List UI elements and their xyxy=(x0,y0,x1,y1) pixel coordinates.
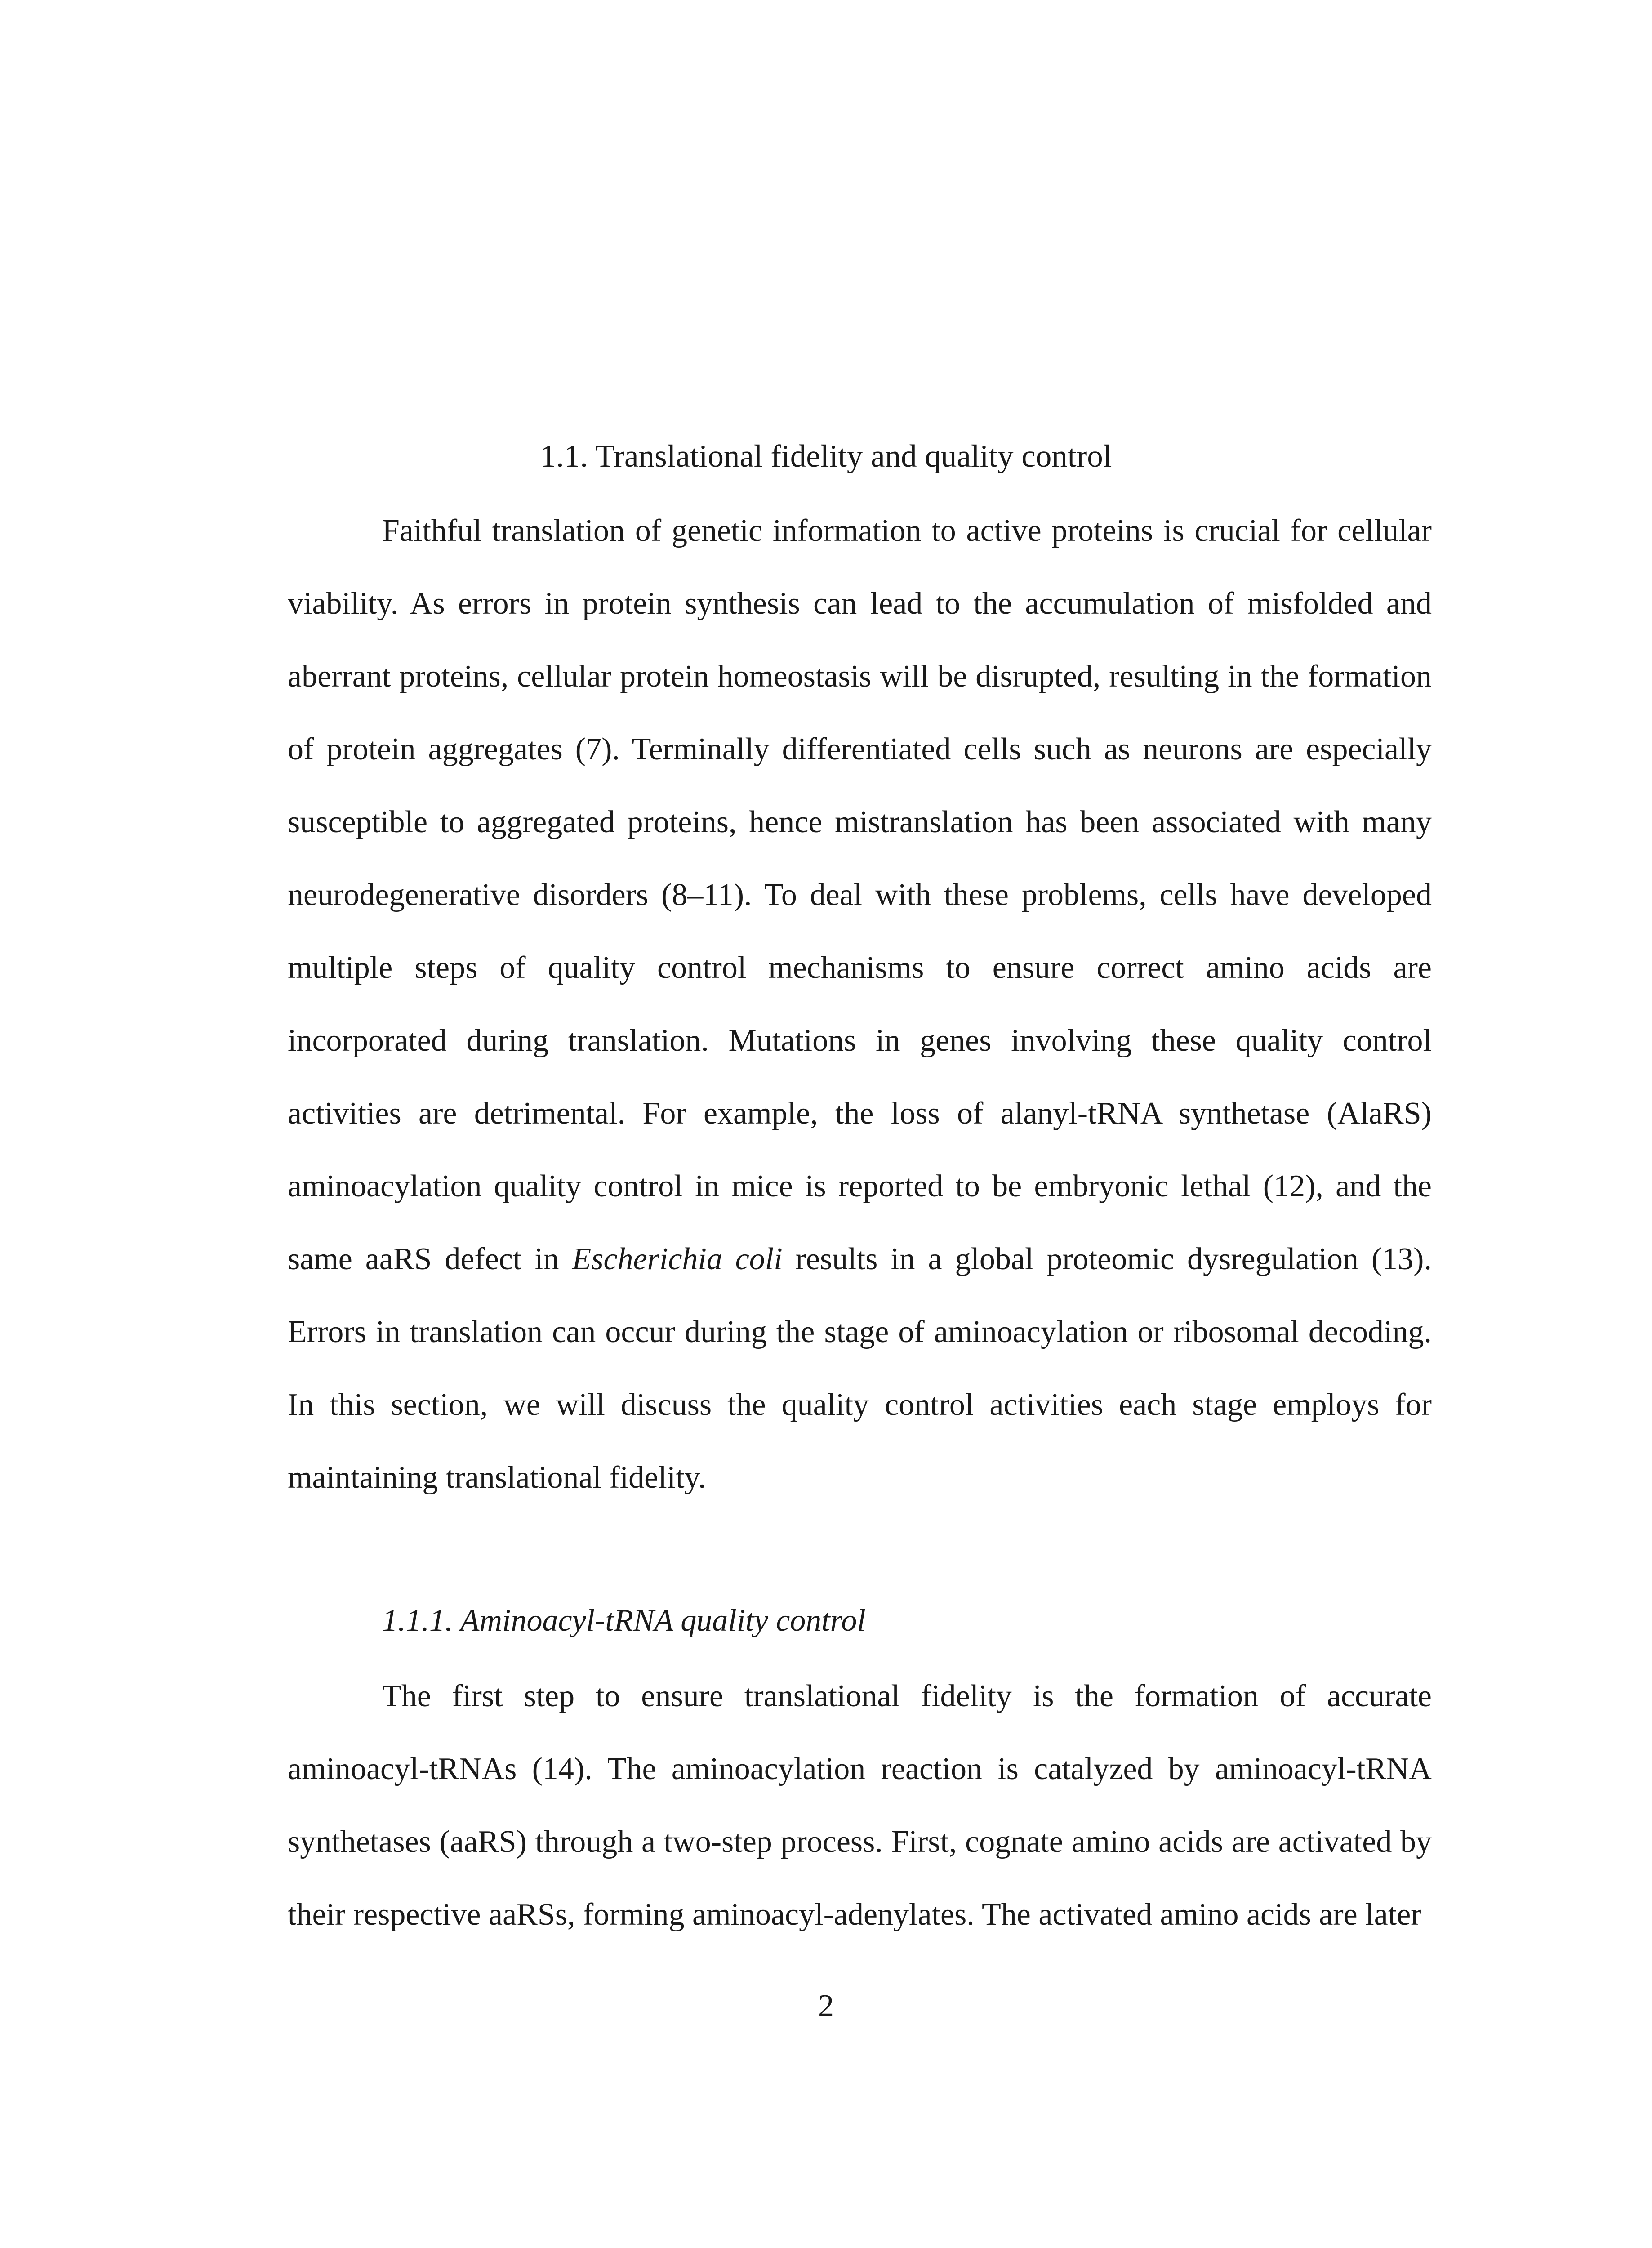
paragraph-block-2 xyxy=(288,1660,1432,1951)
paragraph-block-1 xyxy=(288,495,1432,1514)
organism-name: Escherichia coli xyxy=(572,1242,783,1276)
paragraph-text: Faithful translation of genetic information to active proteins is crucial for cellular viability. As errors in protein synthesis can lead to the accumulation of misfolded and aberrant proteins, cellular protein homeostasis will be disrupted, resulting in the formation of protein aggregates (7). Terminally differentiated cells such as neurons are especially susceptible to aggregated proteins, hence mistranslation has been associated with many neurodegenerative disorders (8–11). To deal with these problems, cells have developed multiple steps of quality control mechanisms to ensure correct amino acids are incorporated during translation. Mutations in genes involving these quality control activities are detrimental. For example, the loss of alanyl-tRNA synthetase (AlaRS) aminoacylation quality control in mice is reported to be embryonic lethal (12), and the same aaRS defect in xyxy=(288,513,1432,1276)
body-paragraph-2: The first step to ensure translational fidelity is the formation of accurate aminoacyl-tRNAs (14). The aminoacylation reaction is catalyzed by aminoacyl-tRNA synthetases (aaRS) through a two-step process. First, cognate amino acids are activated by their respective aaRSs, forming aminoacyl-adenylates. The activated amino acids are later xyxy=(288,1679,1432,1932)
body-paragraph xyxy=(288,495,1432,1514)
page-number: 2 xyxy=(818,1989,834,2023)
paragraph-text-continued: results in a global proteomic dysregulation (13). Errors in translation can occur during the stage of aminoacylation or ribosomal decoding. In this section, we will discuss the quality control activities each stage employs for maintaining translational fidelity. xyxy=(288,1242,1432,1495)
subsection-heading: 1.1.1. Aminoacyl-tRNA quality control xyxy=(382,1603,866,1638)
section-heading: 1.1. Translational fidelity and quality control xyxy=(540,439,1112,474)
